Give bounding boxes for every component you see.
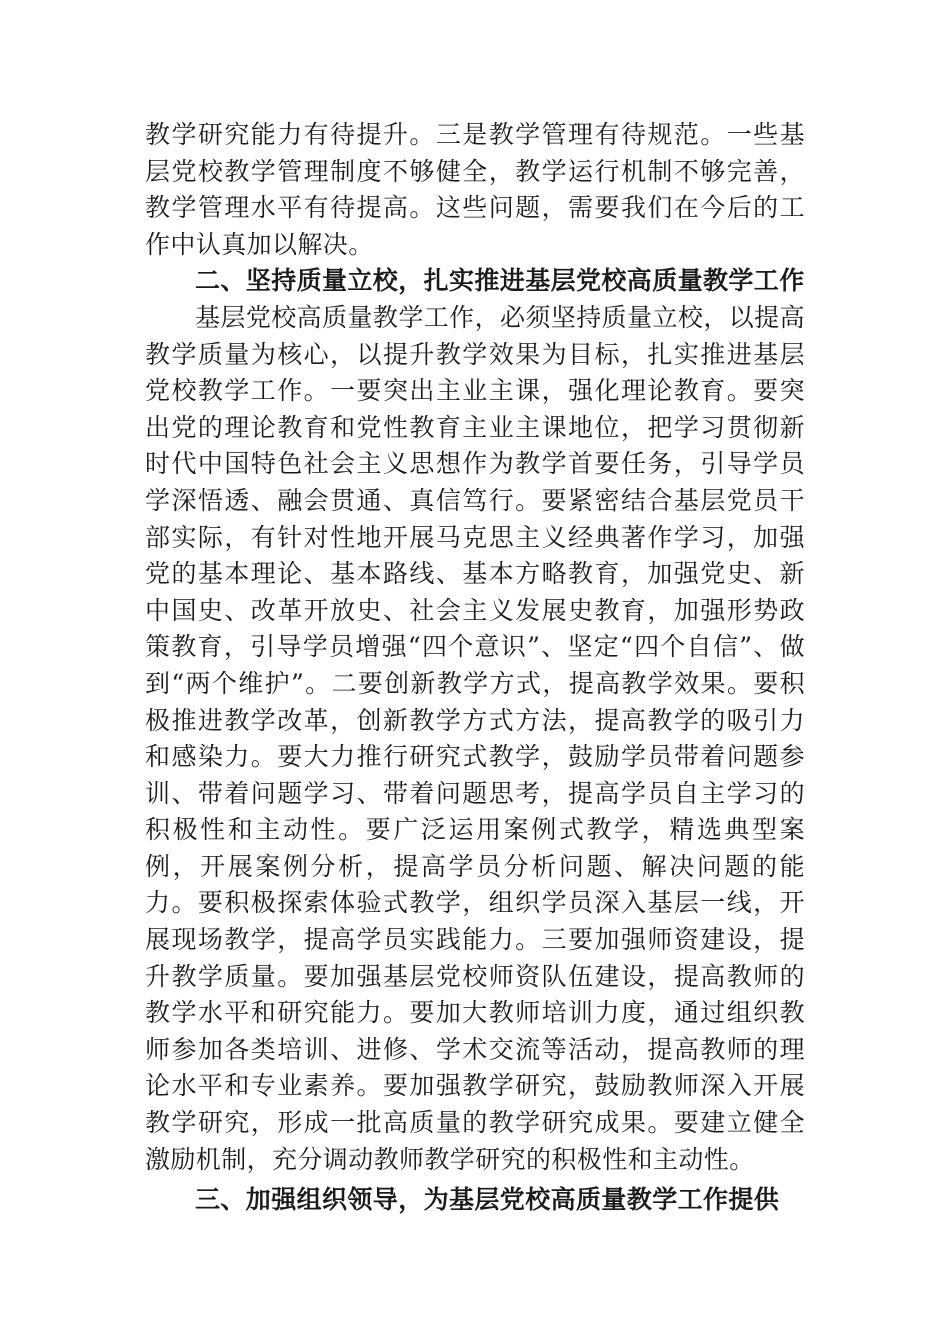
section-heading-3: 三、加强组织领导，为基层党校高质量教学工作提供	[195, 1185, 780, 1215]
section-heading-2: 二、坚持质量立校，扎实推进基层党校高质量教学工作	[195, 266, 805, 296]
paragraph-continued: 教学研究能力有待提升。三是教学管理有待规范。一些基层党校教学管理制度不够健全，教学运行机制不够完善，教学管理水平有待提高。这些问题，需要我们在今后的工作中认真加以解决。	[145, 120, 805, 259]
document-page	[145, 117, 805, 1219]
paragraph-section-2: 基层党校高质量教学工作，必须坚持质量立校，以提高教学质量为核心，以提升教学效果为目标，扎实推进基层党校教学工作。一要突出主业主课，强化理论教育。要突出党的理论教育和党性教育主业主课地位，把学习贯彻新时代中国特色社会主义思想作为教学首要任务，引导学员学深悟透、融会贯通、真信笃行。要紧密结合基层党员干部实际，有针对性地开展马克思主义经典著作学习，加强党的基本理论、基本路线、基本方略教育，加强党史、新中国史、改革开放史、社会主义发展史教育，加强形势政策教育，引导学员增强“四个意识”、坚定“四个自信”、做到“两个维护”。二要创新教学方式，提高教学效果。要积极推进教学改革，创新教学方式方法，提高教学的吸引力和感染力。要大力推行研究式教学，鼓励学员带着问题参训、带着问题学习、带着问题思考，提高学员自主学习的积极性和主动性。要广泛运用案例式教学，精选典型案例，开展案例分析，提高学员分析问题、解决问题的能力。要积极探索体验式教学，组织学员深入基层一线，开展现场教学，提高学员实践能力。三要加强师资建设，提升教学质量。要加强基层党校师资队伍建设，提高教师的教学水平和研究能力。要加大教师培训力度，通过组织教师参加各类培训、进修、学术交流等活动，提高教师的理论水平和专业素养。要加强教学研究，鼓励教师深入开展教学研究，形成一批高质量的教学研究成果。要建立健全激励机制，充分调动教师教学研究的积极性和主动性。	[145, 302, 805, 1174]
